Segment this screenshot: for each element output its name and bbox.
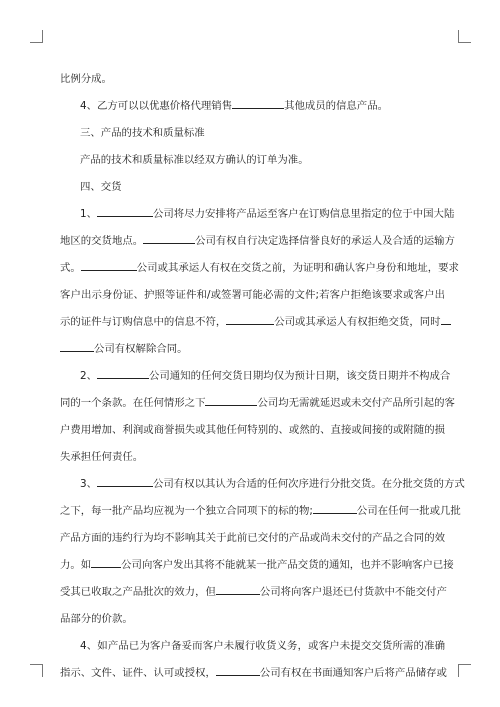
- paragraph-line: [60, 552, 454, 579]
- text-run: 1、: [80, 208, 98, 220]
- paragraph-line: [60, 228, 455, 255]
- paragraph-line: [60, 660, 445, 687]
- paragraph-line: [60, 390, 455, 417]
- text-run: 2、: [80, 370, 98, 382]
- text-run: 同的一个条款。在任何情形之下: [60, 397, 206, 409]
- blank-underline: [60, 342, 94, 352]
- text-run: 力。如: [60, 559, 92, 571]
- text-run: 公司将尽力安排将产品运至客户在订购信息里指定的位于中国大陆: [153, 208, 455, 220]
- text-run: 公司或其承运人有权在交货之前，为证明和确认客户身份和地址，要求: [136, 262, 459, 274]
- blank-underline: [441, 315, 451, 325]
- text-run: 公司均无需就延迟或未交付产品所引起的客: [257, 397, 455, 409]
- text-run: 公司向客户发出其将不能就某一批产品交货的通知，也并不影响客户已接: [121, 559, 454, 571]
- blank-underline: [91, 558, 121, 568]
- paragraph-line: [60, 579, 445, 606]
- section-heading: 四、交货: [80, 181, 122, 193]
- text-run: 4、乙方可以以优惠价格代理销售: [80, 100, 233, 112]
- blank-underline: [216, 585, 260, 595]
- text-run: 公司在任何一批或几批: [356, 505, 461, 517]
- paragraph-line: [60, 201, 455, 228]
- blank-underline: [232, 99, 284, 109]
- text-run: 公司有权在书面通知客户后将产品储存或: [259, 667, 447, 679]
- text-run: 公司有权解除合同。: [94, 343, 188, 355]
- paragraph-line: 失承担任何责任。: [60, 451, 144, 463]
- text-run: 之下，每一批产品均应视为一个独立合同项下的标的物;: [60, 505, 313, 517]
- paragraph-line: [60, 498, 461, 525]
- text-run: 公司有权以其认为合适的任何次序进行分批交货。在分批交货的方式: [153, 478, 465, 490]
- paragraph-line: 产品的技术和质量标准以经双方确认的订单为准。: [80, 154, 309, 166]
- text-run: 公司有权自行决定选择信誉良好的承运人及合适的运输方: [195, 235, 455, 247]
- blank-underline: [313, 504, 357, 514]
- crop-mark-top-right: [458, 30, 471, 43]
- blank-underline: [97, 369, 149, 379]
- paragraph-line: 比例分成。: [60, 73, 112, 85]
- blank-underline: [81, 261, 137, 271]
- blank-underline: [216, 666, 260, 676]
- paragraph-line: 客户出示身份证、护照等证件和/或签署可能必需的文件;若客户拒绝该要求或客户出: [60, 289, 445, 301]
- text-run: 示的证件与订购信息中的信息不符，: [60, 316, 227, 328]
- paragraph-line: [60, 363, 451, 390]
- paragraph-line: [60, 309, 445, 336]
- blank-underline: [205, 396, 257, 406]
- text-run: 公司将向客户退还已付货款中不能交付产: [259, 586, 447, 598]
- paragraph-line: [60, 255, 459, 282]
- paragraph-line: 户费用增加、利润或商誉损失或其他任何特别的、或然的、直接或间接的或附随的损: [60, 424, 445, 436]
- paragraph-line: [60, 336, 445, 363]
- text-run: 受其已收取之产品批次的效力，但: [60, 586, 216, 598]
- crop-mark-bottom-right: [458, 664, 471, 677]
- crop-mark-top-left: [30, 30, 43, 43]
- text-run: 3、: [80, 478, 98, 490]
- blank-underline: [226, 315, 274, 325]
- text-run: 公司通知的任何交货日期均仅为预计日期，该交货日期并不构成合: [149, 370, 451, 382]
- text-run: 公司或其承运人有权拒绝交货，同时: [274, 316, 441, 328]
- text-run: 其他成员的信息产品。: [284, 100, 388, 112]
- paragraph-line: [60, 471, 465, 498]
- paragraph-line: [60, 93, 445, 120]
- section-heading: 三、产品的技术和质量标准: [80, 127, 205, 139]
- blank-underline: [143, 234, 195, 244]
- paragraph-line: 品部分的价款。: [60, 613, 133, 625]
- document-body: [60, 66, 465, 687]
- text-run: 式。: [60, 262, 81, 274]
- text-run: 指示、文件、证件、认可或授权，: [60, 667, 216, 679]
- text-run: 地区的交货地点。: [60, 235, 144, 247]
- blank-underline: [97, 477, 153, 487]
- paragraph-line: 产品方面的违约行为均不影响其关于此前已交付的产品或尚未交付的产品之合同的效: [60, 532, 445, 544]
- blank-underline: [97, 207, 153, 217]
- crop-mark-bottom-left: [30, 664, 43, 677]
- paragraph-line: 4、如产品已为客户备妥而客户未履行收货义务，或客户未提交交货所需的准确: [80, 640, 445, 652]
